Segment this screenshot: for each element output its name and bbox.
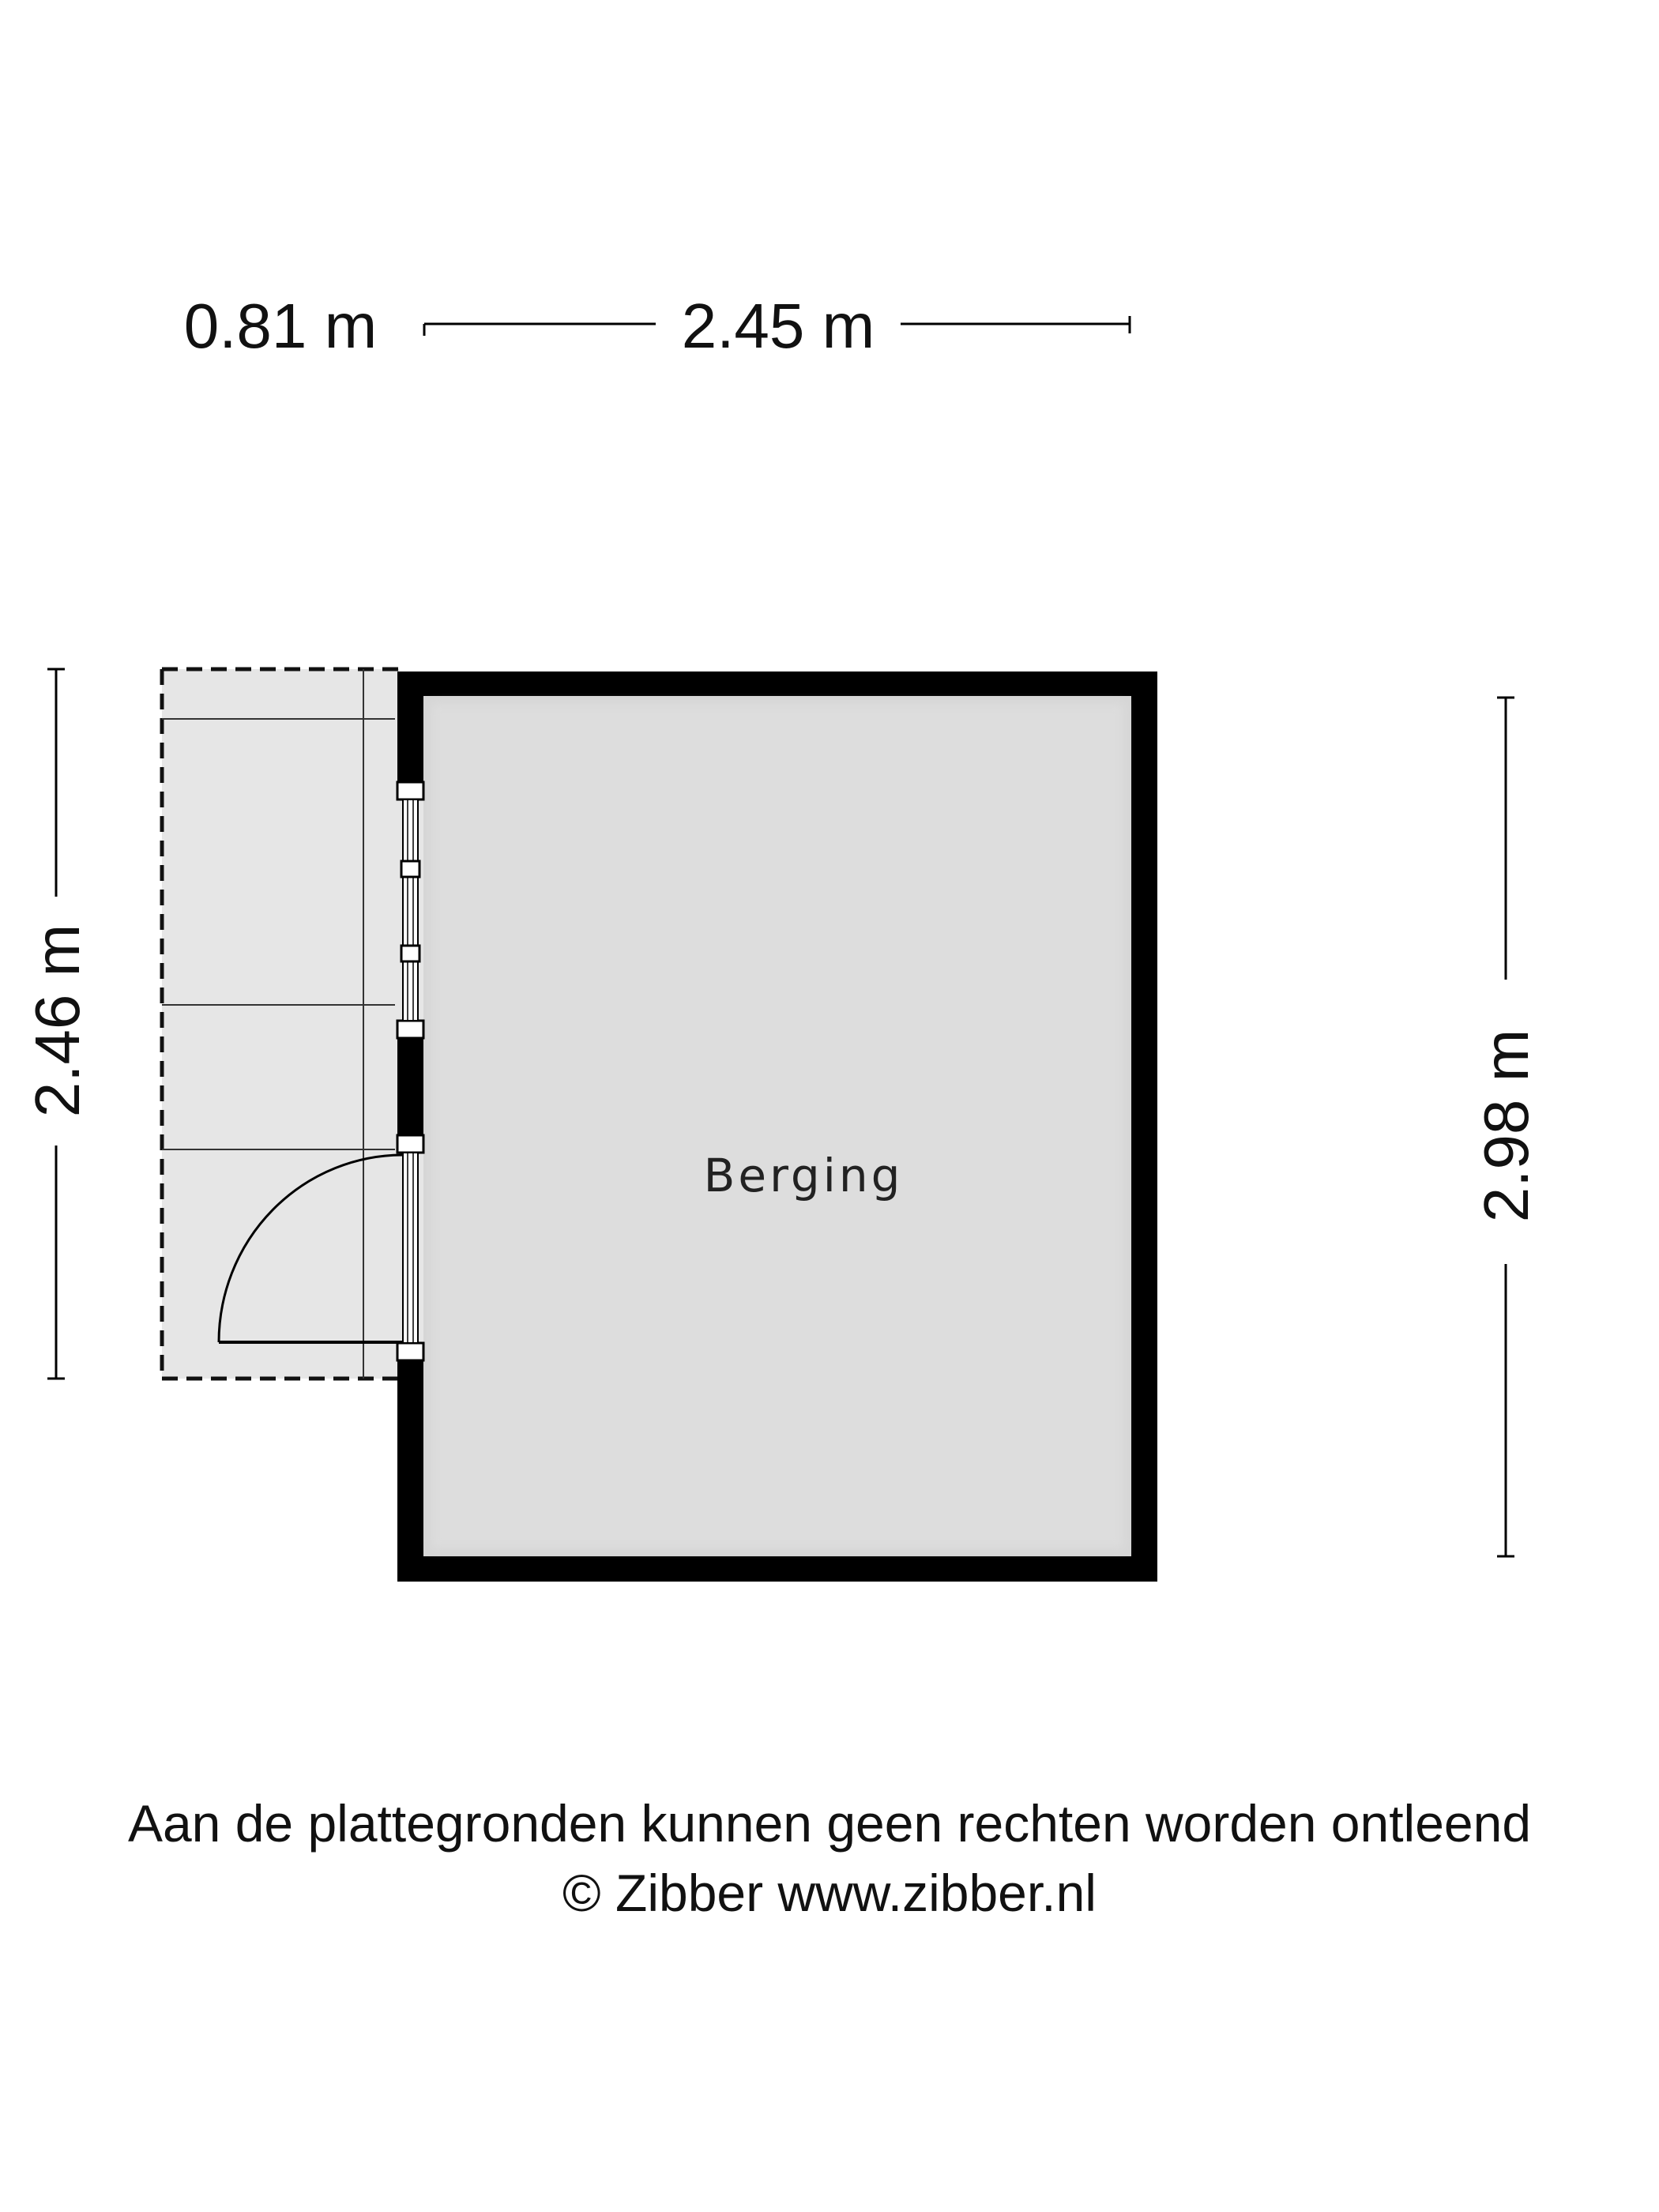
dimension-right: 2.98 m bbox=[1471, 1029, 1541, 1223]
dimension-top-main: 2.45 m bbox=[681, 291, 875, 361]
room-berging bbox=[397, 672, 1157, 1582]
top-dimension bbox=[184, 291, 1130, 361]
footer-disclaimer: Aan de plattegronden kunnen geen rechten worden ontleend bbox=[127, 1794, 1532, 1853]
dimension-left: 2.46 m bbox=[22, 924, 92, 1118]
footer-copyright: © Zibber www.zibber.nl bbox=[562, 1864, 1097, 1922]
left-dimension bbox=[22, 669, 92, 1379]
room-label: Berging bbox=[703, 1149, 904, 1202]
outdoor-area bbox=[162, 669, 399, 1379]
dimension-top-left: 0.81 m bbox=[183, 291, 378, 361]
right-dimension bbox=[1471, 698, 1541, 1556]
